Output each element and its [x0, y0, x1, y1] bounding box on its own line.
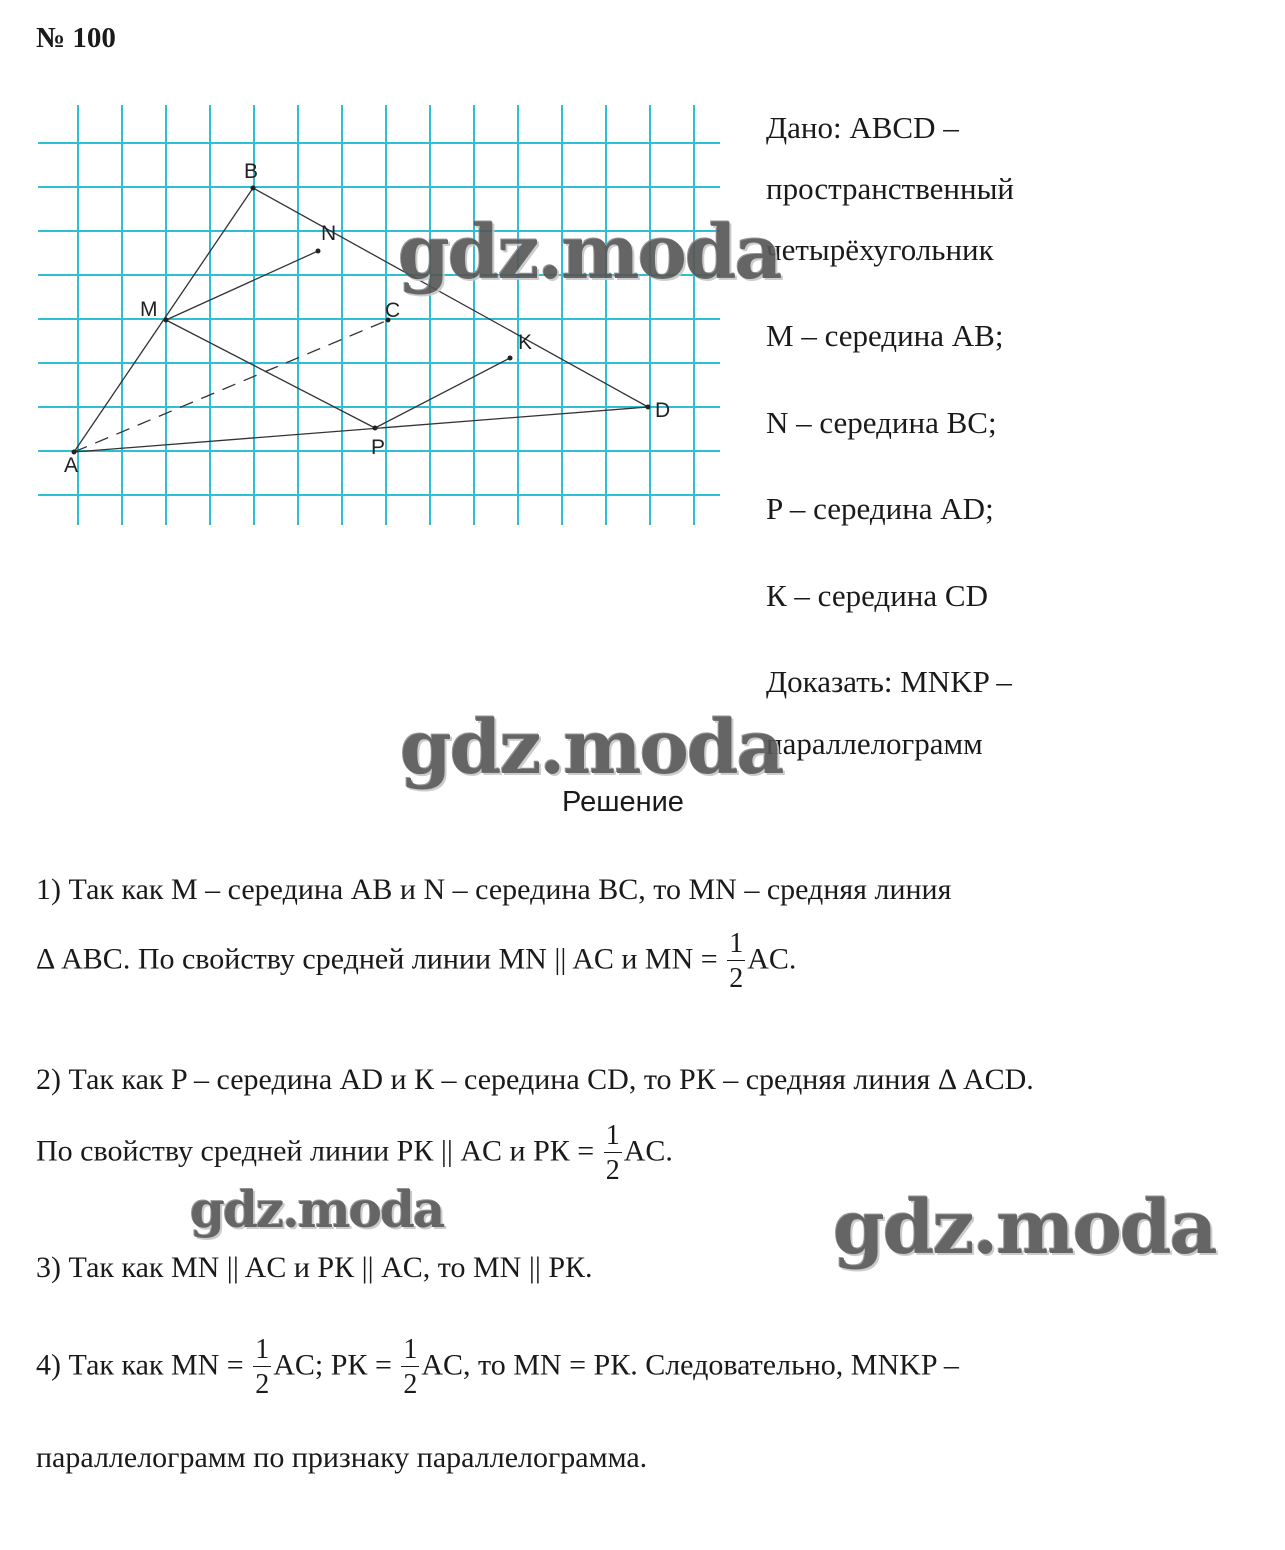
- given-line: Доказать: MNKP –: [766, 664, 1012, 699]
- point-n: [316, 249, 321, 254]
- segment-mn: [166, 251, 318, 320]
- label-n: N: [321, 222, 337, 245]
- label-b: B: [244, 160, 259, 183]
- label-d: D: [655, 399, 671, 422]
- step-4-mid: AC; PК =: [273, 1348, 392, 1382]
- watermark: gdz.moda: [833, 1185, 1216, 1271]
- step-4-line-1: [36, 1336, 959, 1399]
- point-m: [164, 318, 169, 323]
- fraction-one-half: $\frac{1}{2}$: [255, 1334, 270, 1400]
- given-line: N – середина BC;: [766, 405, 997, 440]
- label-c: C: [385, 299, 401, 322]
- label-p: P: [371, 436, 386, 459]
- step-3: 3) Так как MN || AC и PК || AC, то MN || PК.: [36, 1251, 593, 1284]
- step-2-text: По свойству средней линии PК || AC и PК =: [36, 1134, 595, 1168]
- step-1-line-2: [36, 930, 796, 993]
- step-1-end: AC.: [747, 942, 797, 976]
- point-b: [251, 186, 256, 191]
- watermark: gdz.moda: [190, 1180, 444, 1239]
- given-line: Дано: ABCD –: [766, 110, 959, 145]
- step-2-end: AC.: [623, 1134, 673, 1168]
- segment-pk: [375, 358, 510, 428]
- label-k: K: [518, 331, 533, 354]
- step-4-start: 4) Так как MN =: [36, 1348, 244, 1382]
- step-4-line-2: параллелограмм по признаку параллелограмма.: [36, 1441, 648, 1474]
- given-line: К – середина CD: [766, 578, 988, 613]
- problem-number: № 100: [36, 22, 116, 54]
- fraction-one-half: $\frac{1}{2}$: [605, 1120, 620, 1186]
- watermark: gdz.moda: [400, 705, 783, 791]
- segment-mp: [166, 320, 375, 428]
- watermark: gdz.moda: [398, 210, 781, 296]
- given-line: P – середина AD;: [766, 491, 994, 526]
- solution-heading: Решение: [562, 786, 684, 818]
- step-2-line-1: 2) Так как P – середина AD и К – середина CD, то PК – средняя линия Δ ACD.: [36, 1063, 1034, 1096]
- step-4-end: AC, то MN = PК. Следовательно, MNKP –: [421, 1348, 959, 1382]
- point-k: [508, 356, 513, 361]
- fraction-one-half: $\frac{1}{2}$: [403, 1334, 418, 1400]
- step-1-text: Δ ABC. По свойству средней линии MN || AC и MN =: [36, 942, 718, 976]
- given-line: M – середина AB;: [766, 318, 1004, 353]
- given-line: параллелограмм: [766, 726, 983, 761]
- geometry-diagram: [30, 100, 730, 530]
- point-d: [646, 405, 651, 410]
- step-1-line-1: 1) Так как M – середина AB и N – середина BC, то MN – средняя линия: [36, 873, 952, 906]
- given-line: четырёхугольник: [766, 232, 994, 267]
- label-m: M: [140, 298, 158, 321]
- label-a: A: [64, 454, 79, 477]
- fraction-one-half: $\frac{1}{2}$: [729, 928, 744, 994]
- given-line: пространственный: [766, 171, 1015, 206]
- step-2-line-2: [36, 1122, 673, 1185]
- point-p: [373, 426, 378, 431]
